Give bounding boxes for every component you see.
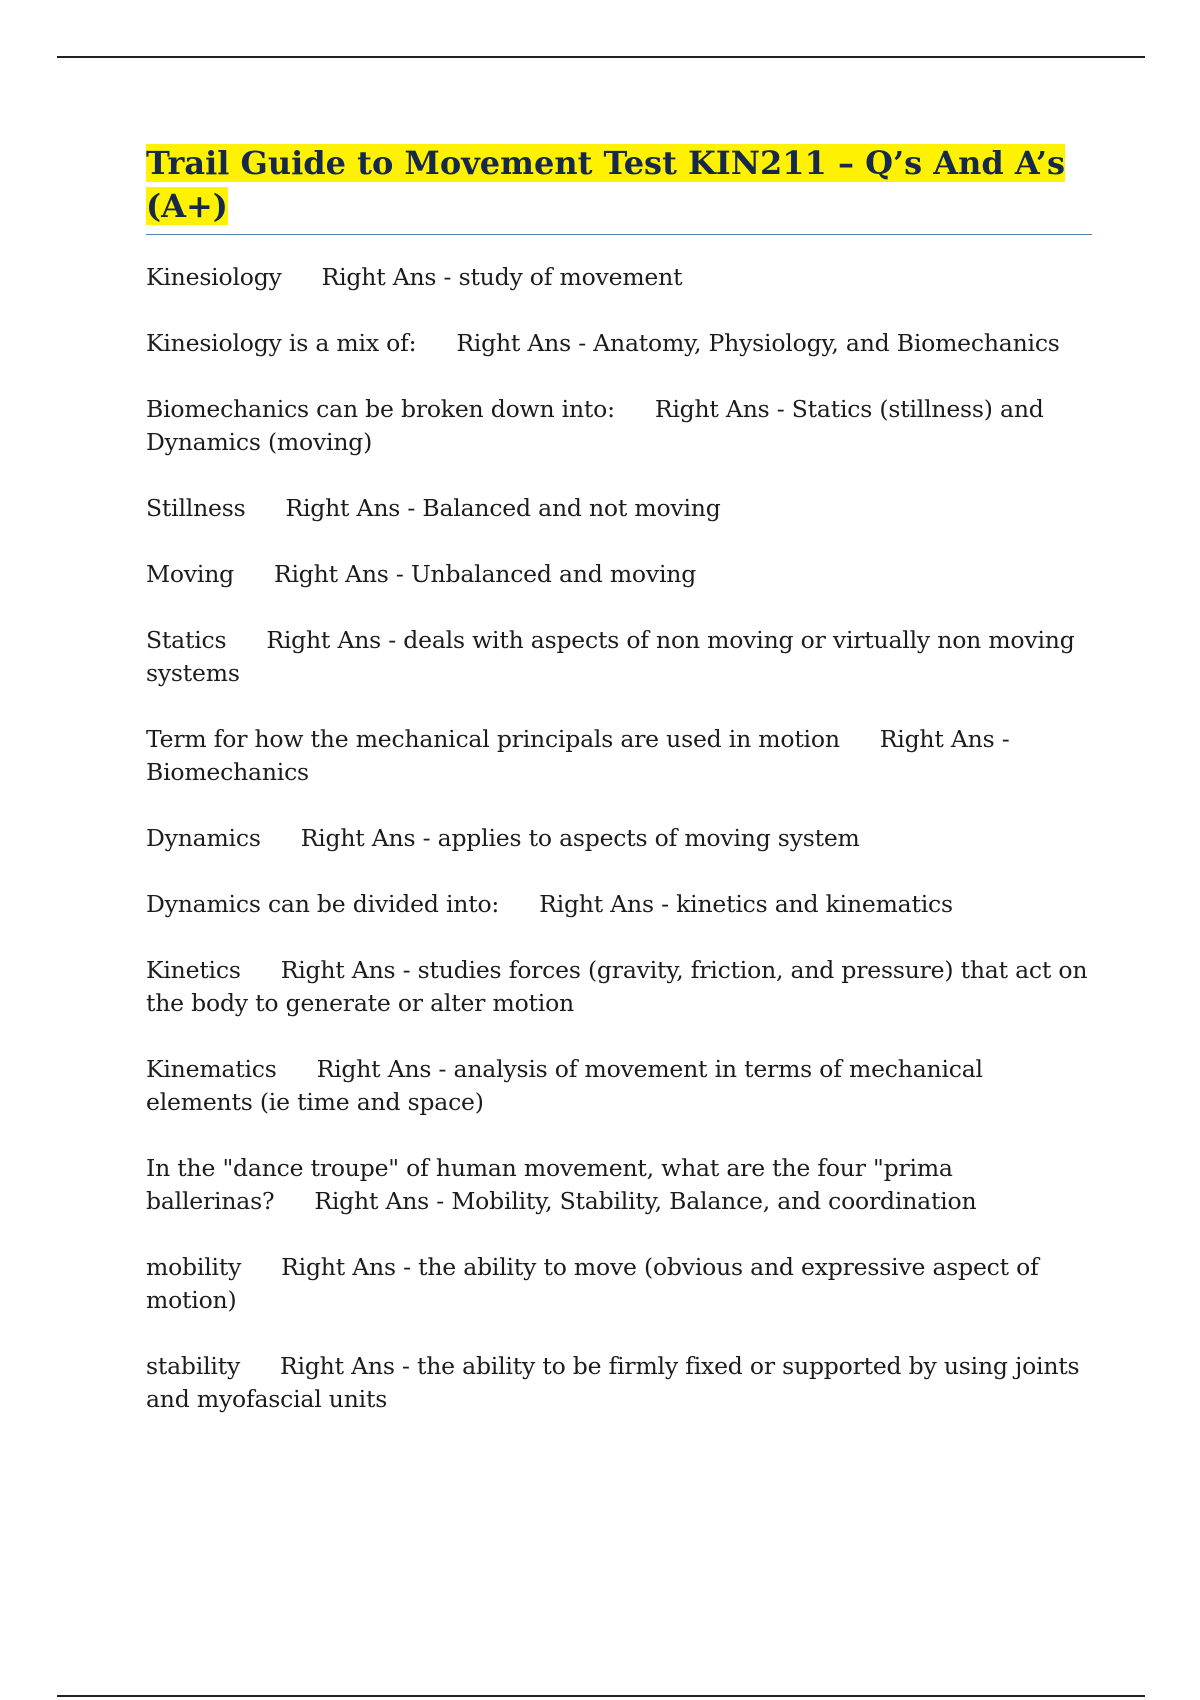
qa-question: Statics [146, 626, 227, 654]
qa-item [146, 1251, 1092, 1317]
qa-question: Moving [146, 560, 234, 588]
qa-question: Term for how the mechanical principals are used in motion [146, 725, 840, 753]
qa-answer-prefix: Right Ans - [539, 890, 677, 918]
qa-answer-prefix: Right Ans - [654, 395, 792, 423]
qa-item [146, 888, 1092, 921]
qa-answer-prefix: Right Ans - [281, 1253, 419, 1281]
qa-question: Kinematics [146, 1055, 277, 1083]
qa-item [146, 723, 1092, 789]
qa-list [146, 261, 1092, 1416]
qa-answer: study of movement [458, 263, 683, 291]
qa-answer-prefix: Right Ans - [879, 725, 1010, 753]
qa-answer-prefix: Right Ans - [273, 560, 411, 588]
qa-question: Dynamics [146, 824, 261, 852]
qa-answer: Anatomy, Physiology, and Biomechanics [593, 329, 1060, 357]
qa-item [146, 1152, 1092, 1218]
qa-answer: Statics (stillness) and Dynamics (moving) [146, 395, 1044, 456]
qa-question: In the "dance troupe" of human movement, what are the four "prima ballerinas? [146, 1154, 953, 1215]
qa-answer-prefix: Right Ans - [316, 1055, 454, 1083]
qa-item [146, 261, 1092, 294]
title-block [146, 142, 1092, 235]
qa-question: Biomechanics can be broken down into: [146, 395, 615, 423]
qa-item [146, 393, 1092, 459]
qa-item [146, 492, 1092, 525]
qa-answer: Mobility, Stability, Balance, and coordination [451, 1187, 977, 1215]
qa-item [146, 624, 1092, 690]
qa-answer: the ability to move (obvious and expressive aspect of motion) [146, 1253, 1039, 1314]
qa-question: Kinetics [146, 956, 241, 984]
qa-answer-prefix: Right Ans - [314, 1187, 452, 1215]
qa-item [146, 558, 1092, 591]
page-top-rule [57, 56, 1145, 58]
document-body [146, 142, 1092, 1449]
qa-answer-prefix: Right Ans - [285, 494, 423, 522]
qa-answer-prefix: Right Ans - [300, 824, 438, 852]
qa-answer: deals with aspects of non moving or virtually non moving systems [146, 626, 1075, 687]
qa-answer: studies forces (gravity, friction, and pressure) that act on the body to generate or alter motion [146, 956, 1088, 1017]
qa-item [146, 327, 1092, 360]
qa-answer-prefix: Right Ans - [321, 263, 459, 291]
qa-answer: the ability to be firmly fixed or supported by using joints and myofascial units [146, 1352, 1080, 1413]
qa-item [146, 1350, 1092, 1416]
qa-item [146, 1053, 1092, 1119]
qa-item [146, 822, 1092, 855]
qa-answer-prefix: Right Ans - [280, 1352, 417, 1380]
qa-question: Kinesiology is a mix of: [146, 329, 417, 357]
qa-answer-prefix: Right Ans - [266, 626, 404, 654]
qa-answer: analysis of movement in terms of mechanical elements (ie time and space) [146, 1055, 983, 1116]
qa-question: Stillness [146, 494, 246, 522]
qa-question: mobility [146, 1253, 242, 1281]
document-title-text: Trail Guide to Movement Test KIN211 – Q’s And A’s (A+) [146, 144, 1066, 225]
qa-question: stability [146, 1352, 241, 1380]
qa-item [146, 954, 1092, 1020]
qa-answer-prefix: Right Ans - [456, 329, 594, 357]
qa-answer: kinetics and kinematics [676, 890, 953, 918]
document-title [146, 142, 1092, 228]
qa-answer: applies to aspects of moving system [437, 824, 860, 852]
qa-answer: Unbalanced and moving [410, 560, 697, 588]
qa-answer: Balanced and not moving [422, 494, 721, 522]
qa-answer: Biomechanics [146, 758, 309, 786]
page-bottom-rule [57, 1695, 1145, 1697]
qa-question: Dynamics can be divided into: [146, 890, 500, 918]
qa-question: Kinesiology [146, 263, 282, 291]
qa-answer-prefix: Right Ans - [280, 956, 418, 984]
